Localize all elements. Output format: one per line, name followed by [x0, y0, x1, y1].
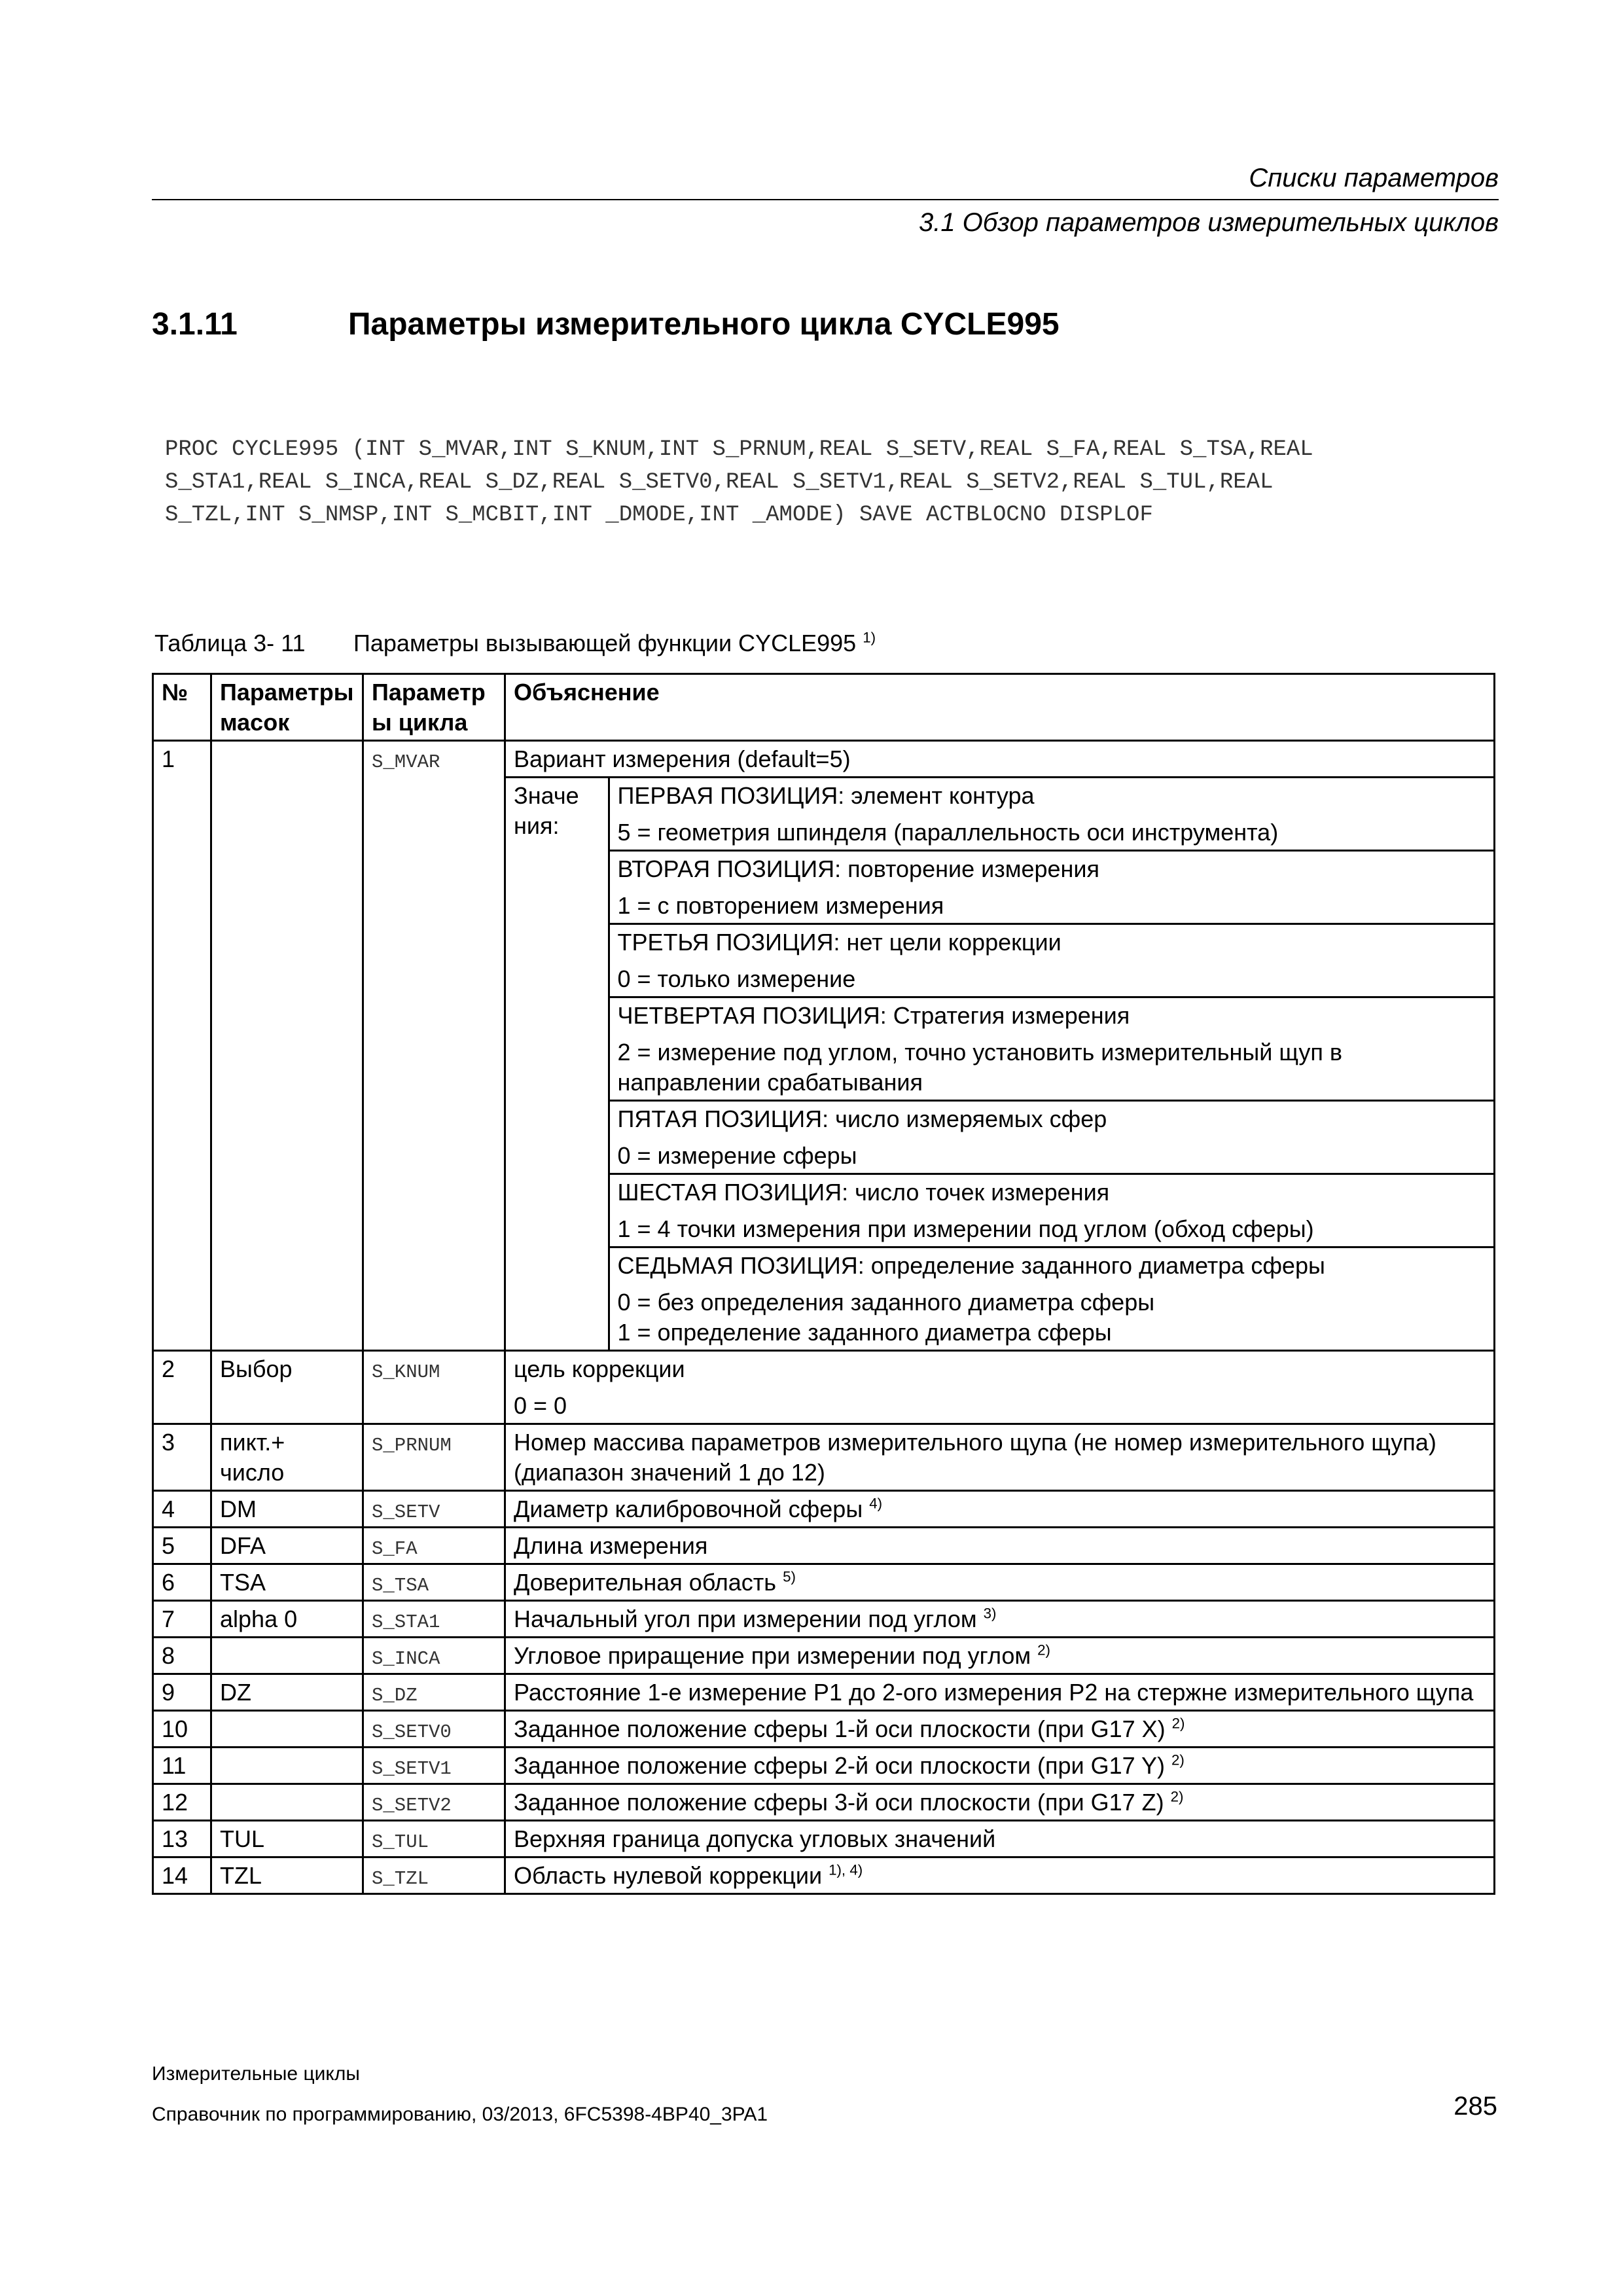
row-mask-param: [211, 1748, 363, 1784]
section-number: 3.1.11: [152, 307, 238, 342]
position-value: 0 = измерение сферы: [617, 1142, 857, 1169]
position-title: ТРЕТЬЯ ПОЗИЦИЯ: нет цели коррекции: [617, 929, 1061, 956]
row-cycle-param: [363, 1748, 505, 1784]
explanation-text: Область нулевой коррекции: [514, 1862, 823, 1889]
row-cycle-param: [363, 1711, 505, 1748]
row-explanation: [505, 1638, 1495, 1674]
row-explanation: [505, 1351, 1495, 1424]
row-cycle-param: [363, 1491, 505, 1528]
row-cycle-param: [363, 1601, 505, 1638]
explanation-line: 0 = 0: [514, 1392, 567, 1419]
position-block: [610, 998, 1494, 1102]
row-number: 8: [153, 1638, 211, 1674]
table-caption-text: Параметры вызывающей функции CYCLE995: [353, 630, 857, 656]
cycle-param-name: S_TUL: [372, 1831, 429, 1853]
row-mask-param: [211, 1784, 363, 1821]
row-mask-param: DFA: [211, 1528, 363, 1564]
position-value-cont: направлении срабатывания: [617, 1069, 923, 1096]
row-mask-param: [211, 1424, 363, 1491]
header-rule: [152, 199, 1499, 200]
row-mask-param: Выбор: [211, 1351, 363, 1424]
row-cycle-param: [363, 1784, 505, 1821]
explanation-line: Номер массива параметров измерительного щупа (не номер измерительного щупа): [514, 1429, 1436, 1456]
values-label-line2: ния:: [514, 812, 560, 839]
code-line: S_TZL,INT S_NMSP,INT S_MCBIT,INT _DMODE,INT _AMODE) SAVE ACTBLOCNO DISPLOF: [165, 503, 1153, 528]
position-block: [610, 1248, 1494, 1350]
row-explanation: [505, 1674, 1495, 1711]
position-block: [610, 1102, 1494, 1175]
row-mask-param: DM: [211, 1491, 363, 1528]
row-mask-param: [211, 1638, 363, 1674]
cycle-param-name: S_SETV: [372, 1501, 440, 1523]
row-number: 11: [153, 1748, 211, 1784]
position-block: [610, 1175, 1494, 1248]
row-explanation: [505, 1748, 1495, 1784]
mask-param-line1: пикт.+: [220, 1429, 285, 1456]
explanation-text: Расстояние 1-е измерение P1 до 2-ого измерения P2 на стержне измерительного щупа: [514, 1679, 1474, 1706]
explanation-line: (диапазон значений 1 до 12): [514, 1459, 825, 1486]
row-explanation: [505, 1528, 1495, 1564]
position-value: 2 = измерение под углом, точно установить измерительный щуп в: [617, 1039, 1343, 1066]
row-explanation: [505, 1857, 1495, 1894]
footnote-ref: 2): [1037, 1641, 1050, 1659]
table-header-row: [153, 674, 1495, 741]
row-cycle-param: [363, 1674, 505, 1711]
footer-edition: Справочник по программированию, 03/2013, 6FC5398-4BP40_3PA1: [152, 2104, 768, 2125]
table-row: [153, 1528, 1495, 1564]
row-mask-param: DZ: [211, 1674, 363, 1711]
row-number: 4: [153, 1491, 211, 1528]
footnote-ref: 5): [783, 1568, 796, 1585]
explanation-text: Диаметр калибровочной сферы: [514, 1496, 863, 1522]
position-value: 1 = определение заданного диаметра сферы: [617, 1319, 1112, 1346]
header-number: №: [153, 674, 211, 741]
footer-book-title: Измерительные циклы: [152, 2063, 360, 2085]
row-number: 13: [153, 1821, 211, 1857]
table-row: [153, 1351, 1495, 1424]
row-cycle-param: [363, 1424, 505, 1491]
explanation-title: Вариант измерения (default=5): [506, 742, 1493, 778]
footnote-ref: 2): [1170, 1788, 1184, 1805]
table-row: [153, 1564, 1495, 1601]
table-row: [153, 1748, 1495, 1784]
position-title: СЕДЬМАЯ ПОЗИЦИЯ: определение заданного диаметра сферы: [617, 1252, 1325, 1279]
row-cycle-param: [363, 1564, 505, 1601]
row-number: 1: [153, 741, 211, 1351]
footnote-ref: 3): [983, 1605, 997, 1622]
row-mask-param: TSA: [211, 1564, 363, 1601]
mask-param-line2: число: [220, 1459, 285, 1486]
row-number: 14: [153, 1857, 211, 1894]
position-value: 0 = только измерение: [617, 965, 856, 992]
cycle-param-name: S_MVAR: [372, 751, 440, 773]
table-row: [153, 1857, 1495, 1894]
running-header-section: 3.1 Обзор параметров измерительных циклов: [918, 208, 1499, 237]
position-block: [610, 925, 1494, 998]
table-row: [153, 741, 1495, 1351]
position-value: 1 = 4 точки измерения при измерении под углом (обход сферы): [617, 1215, 1314, 1242]
cycle-param-name: S_FA: [372, 1538, 418, 1560]
footnote-ref: 1), 4): [829, 1861, 863, 1878]
row-explanation: [505, 1424, 1495, 1491]
header-cycle-line2: ы цикла: [372, 709, 468, 736]
cycle-param-name: S_TSA: [372, 1575, 429, 1596]
table-row: [153, 1821, 1495, 1857]
explanation-text: Длина измерения: [514, 1532, 708, 1559]
cycle-param-name: S_TZL: [372, 1868, 429, 1890]
row-number: 3: [153, 1424, 211, 1491]
table-row: [153, 1638, 1495, 1674]
header-explanation: Объяснение: [505, 674, 1495, 741]
values-subtable: [506, 778, 1493, 1350]
values-label: [506, 778, 609, 1350]
code-line: PROC CYCLE995 (INT S_MVAR,INT S_KNUM,INT S_PRNUM,REAL S_SETV,REAL S_FA,REAL S_TSA,REAL: [165, 437, 1313, 462]
explanation-text: Угловое приращение при измерении под углом: [514, 1642, 1031, 1669]
positions-list: [609, 778, 1493, 1350]
cycle-param-name: S_STA1: [372, 1611, 440, 1633]
code-line: S_STA1,REAL S_INCA,REAL S_DZ,REAL S_SETV0,REAL S_SETV1,REAL S_SETV2,REAL S_TUL,REAL: [165, 470, 1274, 495]
cycle-param-name: S_INCA: [372, 1648, 440, 1670]
cycle-param-name: S_DZ: [372, 1685, 418, 1706]
position-value: 1 = с повторением измерения: [617, 892, 944, 919]
position-title: ПЯТАЯ ПОЗИЦИЯ: число измеряемых сфер: [617, 1105, 1107, 1132]
table-row: [153, 1491, 1495, 1528]
explanation-text: Начальный угол при измерении под углом: [514, 1605, 977, 1632]
row-cycle-param: [363, 1638, 505, 1674]
proc-signature-code: [165, 433, 1507, 531]
cycle-param-name: S_KNUM: [372, 1361, 440, 1383]
position-title: ПЕРВАЯ ПОЗИЦИЯ: элемент контура: [617, 782, 1035, 809]
header-mask-line2: масок: [220, 709, 290, 736]
position-title: ЧЕТВЕРТАЯ ПОЗИЦИЯ: Стратегия измерения: [617, 1002, 1130, 1029]
explanation-text: Заданное положение сферы 1-й оси плоскости (при G17 X): [514, 1715, 1166, 1742]
row-cycle-param: [363, 741, 505, 1351]
footnote-ref: 2): [1171, 1715, 1185, 1732]
explanation-text: Заданное положение сферы 3-й оси плоскости (при G17 Z): [514, 1789, 1164, 1816]
row-explanation: [505, 1601, 1495, 1638]
row-number: 6: [153, 1564, 211, 1601]
table-caption-number: Таблица 3- 11: [154, 630, 306, 656]
values-label-line1: Значе: [514, 782, 579, 809]
header-cycle-params: [363, 674, 505, 741]
row-explanation: [505, 1491, 1495, 1528]
row-explanation: [505, 1784, 1495, 1821]
row-number: 2: [153, 1351, 211, 1424]
footnote-ref: 4): [869, 1495, 883, 1512]
row-mask-param: [211, 741, 363, 1351]
header-mask-line1: Параметры: [220, 679, 354, 706]
position-title: ШЕСТАЯ ПОЗИЦИЯ: число точек измерения: [617, 1179, 1110, 1206]
explanation-text: Доверительная область: [514, 1569, 777, 1596]
row-number: 7: [153, 1601, 211, 1638]
parameter-table: [152, 673, 1495, 1895]
table-caption-footnote: 1): [863, 629, 876, 646]
table-row: [153, 1601, 1495, 1638]
row-explanation: [505, 1564, 1495, 1601]
row-cycle-param: [363, 1351, 505, 1424]
table-row: [153, 1784, 1495, 1821]
explanation-text: Верхняя граница допуска угловых значений: [514, 1825, 996, 1852]
cycle-param-name: S_SETV1: [372, 1758, 452, 1780]
row-mask-param: TUL: [211, 1821, 363, 1857]
row-explanation: [505, 741, 1495, 1351]
row-explanation: [505, 1711, 1495, 1748]
row-mask-param: alpha 0: [211, 1601, 363, 1638]
header-cycle-line1: Параметр: [372, 679, 486, 706]
row-number: 12: [153, 1784, 211, 1821]
row-mask-param: [211, 1711, 363, 1748]
position-block: [610, 852, 1494, 925]
row-explanation: [505, 1821, 1495, 1857]
table-row: [153, 1711, 1495, 1748]
running-header-chapter: Списки параметров: [1249, 164, 1499, 192]
position-title: ВТОРАЯ ПОЗИЦИЯ: повторение измерения: [617, 855, 1100, 882]
table-caption: [353, 630, 876, 657]
explanation-text: Заданное положение сферы 2-й оси плоскости (при G17 Y): [514, 1752, 1165, 1779]
row-cycle-param: [363, 1528, 505, 1564]
table-row: [153, 1424, 1495, 1491]
row-number: 9: [153, 1674, 211, 1711]
row-number: 5: [153, 1528, 211, 1564]
explanation-line: цель коррекции: [514, 1355, 685, 1382]
row-number: 10: [153, 1711, 211, 1748]
position-value: 0 = без определения заданного диаметра сферы: [617, 1289, 1155, 1316]
row-cycle-param: [363, 1821, 505, 1857]
section-title: Параметры измерительного цикла CYCLE995: [348, 307, 1060, 342]
position-value: 5 = геометрия шпинделя (параллельность оси инструмента): [617, 819, 1279, 846]
table-row: [153, 1674, 1495, 1711]
header-mask-params: [211, 674, 363, 741]
cycle-param-name: S_SETV2: [372, 1795, 452, 1816]
position-block: [610, 778, 1494, 852]
cycle-param-name: S_PRNUM: [372, 1435, 452, 1456]
row-cycle-param: [363, 1857, 505, 1894]
cycle-param-name: S_SETV0: [372, 1721, 452, 1743]
row-mask-param: TZL: [211, 1857, 363, 1894]
footnote-ref: 2): [1171, 1751, 1185, 1768]
page-number: 285: [1454, 2092, 1497, 2121]
